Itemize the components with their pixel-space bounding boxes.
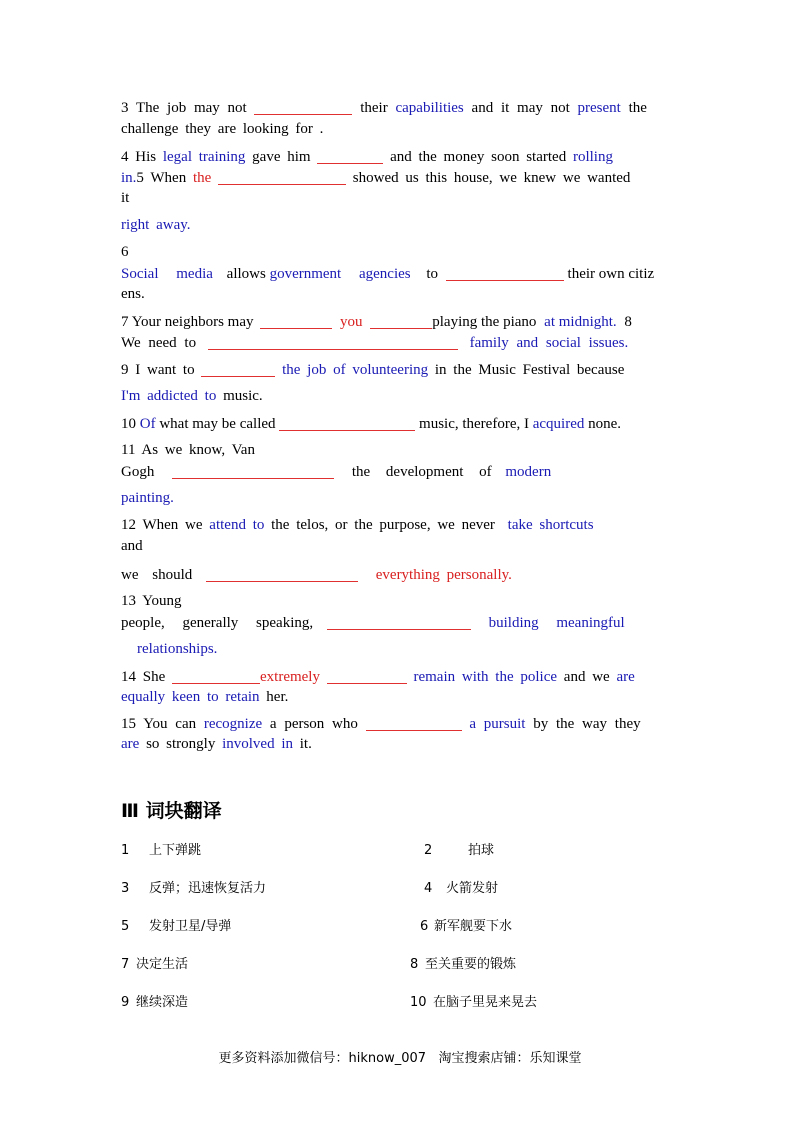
sentence-15-line-1: 15 You can recognize a person who a pursuit by the way they [121, 716, 641, 732]
phrase-item: 3 反弹；迅速恢复活力 [121, 881, 267, 896]
sentence-5-line-2: it [121, 190, 130, 206]
sentence-11-line-1: 11 As we know, Van [121, 442, 255, 458]
sentence-8-line-1: We need to family and social issues. [121, 335, 629, 351]
answer-blank[interactable] [218, 169, 346, 185]
answer-blank[interactable] [279, 415, 415, 431]
sentence-5-line-3: right away. [121, 217, 191, 233]
sentence-9-line-2: I'm addicted to music. [121, 388, 263, 404]
sentence-14-line-2: equally keen to retain her. [121, 689, 289, 705]
sentence-6-line-1: Social media allows government agencies to their own citiz [121, 266, 655, 282]
sentence-3-line-2: challenge they are looking for . [121, 121, 324, 137]
sentence-13-line-3: relationships. [137, 641, 218, 657]
sentence-12-line-1: 12 When we attend to the telos, or the purpose, we never take shortcuts [121, 517, 594, 533]
page-footer: 更多资料添加微信号：hiknow_007 淘宝搜索店铺：乐知课堂 [218, 1051, 582, 1066]
answer-blank[interactable] [172, 668, 260, 684]
answer-blank[interactable] [260, 313, 332, 329]
answer-blank[interactable] [327, 614, 471, 630]
sentence-10-line-1: 10 Of what may be called music, therefore, I acquired none. [121, 416, 622, 432]
sentence-7-line-1: 7 Your neighbors may you playing the piano at midnight. 8 [121, 314, 632, 330]
phrase-item: 8 至关重要的锻炼 [410, 957, 517, 972]
answer-blank[interactable] [254, 99, 352, 115]
section-heading: Ⅲ 词块翻译 [121, 800, 222, 822]
sentence-6-number: 6 [121, 244, 129, 260]
sentence-6-line-2: ens. [121, 286, 145, 302]
phrase-item: 2 拍球 [424, 843, 495, 858]
answer-blank[interactable] [172, 463, 334, 479]
answer-blank[interactable] [206, 566, 358, 582]
phrase-item: 1 上下弹跳 [121, 843, 202, 858]
sentence-4-line-1: 4 His legal training gave him and the money soon started rolling [121, 149, 613, 165]
sentence-13-line-2: people, generally speaking, building meaningful [121, 615, 625, 631]
answer-blank[interactable] [370, 313, 432, 329]
answer-blank[interactable] [446, 265, 564, 281]
answer-blank[interactable] [317, 148, 383, 164]
answer-blank[interactable] [201, 361, 275, 377]
sentence-13-line-1: 13 Young [121, 593, 182, 609]
sentence-14-line-1: 14 She extremely remain with the police and we are [121, 669, 635, 685]
sentence-12-line-2: and [121, 538, 143, 554]
sentence-3-line-1: 3 The job may not their capabilities and it may not present the [121, 100, 647, 116]
sentence-11-line-2: Gogh the development of modern [121, 464, 552, 480]
phrase-item: 6 新军舰要下水 [420, 919, 513, 934]
phrase-item: 10 在脑子里晃来晃去 [410, 995, 538, 1010]
sentence-15-line-2: are so strongly involved in it. [121, 736, 312, 752]
phrase-item: 9 继续深造 [121, 995, 189, 1010]
phrase-item: 5 发射卫星/导弹 [121, 919, 232, 934]
sentence-11-line-3: painting. [121, 490, 174, 506]
phrase-item: 7 决定生活 [121, 957, 189, 972]
answer-blank[interactable] [208, 334, 458, 350]
answer-blank[interactable] [366, 715, 462, 731]
sentence-9-line-1: 9 I want to the job of volunteering in the Music Festival because [121, 362, 625, 378]
answer-blank[interactable] [327, 668, 407, 684]
phrase-item: 4 火箭发射 [424, 881, 499, 896]
sentence-12-line-3: we should everything personally. [121, 567, 512, 583]
sentence-5-line-1: in.5 When the showed us this house, we knew we wanted [121, 170, 631, 186]
